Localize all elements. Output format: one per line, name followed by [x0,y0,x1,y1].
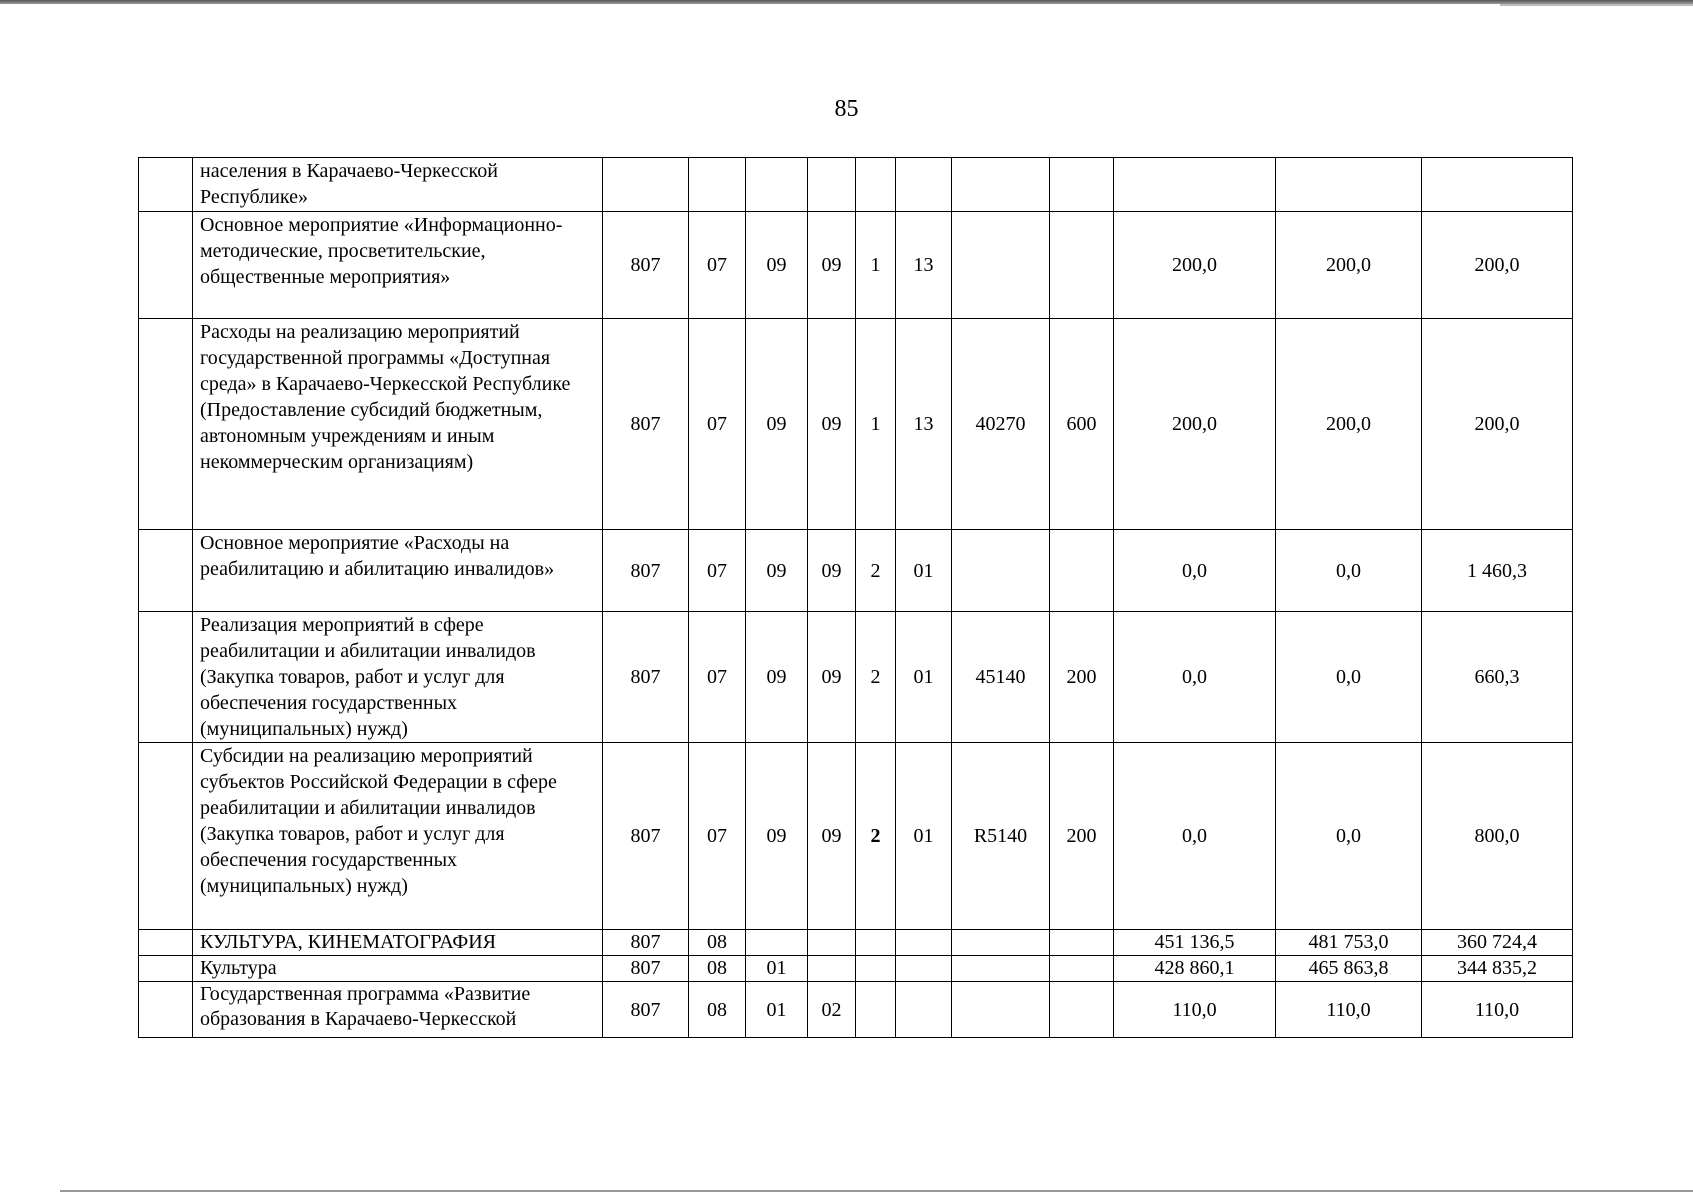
item-name-cell: Основное мероприятие «Расходы на реабилитацию и абилитацию инвалидов» [193,530,603,612]
table-row [139,956,1573,982]
target-program-cell [808,930,856,956]
target-event-cell: 01 [896,743,952,930]
budget-table [138,157,1573,1038]
target-program-cell [808,158,856,212]
target-subprogram-cell: 2 [856,612,896,743]
target-program-cell: 09 [808,212,856,319]
amount-year3-cell [1422,158,1573,212]
amount-year3-cell: 1 460,3 [1422,530,1573,612]
amount-year1-cell: 200,0 [1114,319,1276,530]
ved-cell: 807 [603,319,689,530]
row-number-cell [139,982,193,1038]
target-subprogram-cell: 1 [856,319,896,530]
ved-cell: 807 [603,212,689,319]
target-subprogram-cell: 2 [856,530,896,612]
target-direction-cell [952,158,1050,212]
table-row [139,930,1573,956]
subsection-cell: 01 [746,982,808,1038]
target-subprogram-cell [856,956,896,982]
amount-year3-cell: 360 724,4 [1422,930,1573,956]
target-subprogram-cell [856,158,896,212]
item-name-cell: Государственная программа «Развитие образования в Карачаево-Черкесской [193,982,603,1038]
row-number-cell [139,212,193,319]
expense-type-cell [1050,930,1114,956]
amount-year3-cell: 660,3 [1422,612,1573,743]
target-program-cell: 09 [808,612,856,743]
expense-type-cell: 600 [1050,319,1114,530]
item-name-cell: населения в Карачаево-Черкесской Республике» [193,158,603,212]
amount-year3-cell: 800,0 [1422,743,1573,930]
subsection-cell: 01 [746,956,808,982]
subsection-cell [746,158,808,212]
target-event-cell: 13 [896,319,952,530]
target-direction-cell [952,212,1050,319]
subsection-cell: 09 [746,530,808,612]
table-row [139,158,1573,212]
table-row [139,982,1573,1038]
amount-year3-cell: 110,0 [1422,982,1573,1038]
amount-year3-cell: 200,0 [1422,212,1573,319]
table-row [139,319,1573,530]
amount-year1-cell: 110,0 [1114,982,1276,1038]
section-cell [689,158,746,212]
amount-year3-cell: 200,0 [1422,319,1573,530]
expense-type-cell: 200 [1050,743,1114,930]
row-number-cell [139,530,193,612]
amount-year2-cell: 110,0 [1276,982,1422,1038]
target-subprogram-cell: 2 [856,743,896,930]
target-program-cell: 09 [808,743,856,930]
expense-type-cell [1050,530,1114,612]
ved-cell: 807 [603,930,689,956]
section-cell: 07 [689,212,746,319]
item-name-cell: Субсидии на реализацию мероприятий субъектов Российской Федерации в сфере реабилитации и абилитации инвалидов (Закупка товаров, работ и услуг для обеспечения государственных (муниципальных) нужд) [193,743,603,930]
amount-year1-cell: 0,0 [1114,530,1276,612]
subsection-cell: 09 [746,743,808,930]
row-number-cell [139,743,193,930]
target-direction-cell: 45140 [952,612,1050,743]
table-row [139,212,1573,319]
section-cell: 07 [689,319,746,530]
subsection-cell: 09 [746,319,808,530]
ved-cell: 807 [603,982,689,1038]
item-name-cell: Культура [193,956,603,982]
scan-edge-bottom [60,1190,1693,1192]
target-event-cell [896,982,952,1038]
item-name-cell: КУЛЬТУРА, КИНЕМАТОГРАФИЯ [193,930,603,956]
target-program-cell: 09 [808,319,856,530]
target-subprogram-cell [856,930,896,956]
expense-type-cell [1050,158,1114,212]
target-event-cell [896,158,952,212]
scan-edge-top-fade [1500,4,1693,6]
page-number: 85 [834,96,859,122]
target-direction-cell [952,956,1050,982]
target-event-cell: 01 [896,612,952,743]
item-name-cell: Расходы на реализацию мероприятий государственной программы «Доступная среда» в Карачаево-Черкесской Республике (Предоставление субсидий бюджетным, автономным учреждениям и иным некоммерческим организациям) [193,319,603,530]
section-cell: 08 [689,982,746,1038]
item-name-cell: Реализация мероприятий в сфере реабилитации и абилитации инвалидов (Закупка товаров, работ и услуг для обеспечения государственных (муниципальных) нужд) [193,612,603,743]
expense-type-cell [1050,212,1114,319]
target-direction-cell: R5140 [952,743,1050,930]
scan-edge-top [0,0,1693,4]
row-number-cell [139,956,193,982]
section-cell: 07 [689,743,746,930]
amount-year3-cell: 344 835,2 [1422,956,1573,982]
target-event-cell: 13 [896,212,952,319]
amount-year2-cell: 0,0 [1276,743,1422,930]
amount-year1-cell: 451 136,5 [1114,930,1276,956]
row-number-cell [139,930,193,956]
ved-cell: 807 [603,956,689,982]
target-subprogram-cell [856,982,896,1038]
section-cell: 07 [689,530,746,612]
target-event-cell [896,930,952,956]
table-row [139,530,1573,612]
row-number-cell [139,319,193,530]
target-direction-cell [952,530,1050,612]
target-direction-cell [952,982,1050,1038]
expense-type-cell [1050,982,1114,1038]
subsection-cell [746,930,808,956]
amount-year1-cell: 200,0 [1114,212,1276,319]
table-row [139,612,1573,743]
amount-year1-cell: 428 860,1 [1114,956,1276,982]
amount-year2-cell: 0,0 [1276,530,1422,612]
table-row [139,743,1573,930]
section-cell: 08 [689,930,746,956]
section-cell: 07 [689,612,746,743]
expense-type-cell: 200 [1050,612,1114,743]
target-direction-cell [952,930,1050,956]
ved-cell: 807 [603,530,689,612]
amount-year2-cell [1276,158,1422,212]
target-subprogram-cell: 1 [856,212,896,319]
amount-year2-cell: 200,0 [1276,212,1422,319]
amount-year2-cell: 465 863,8 [1276,956,1422,982]
subsection-cell: 09 [746,212,808,319]
subsection-cell: 09 [746,612,808,743]
amount-year1-cell: 0,0 [1114,612,1276,743]
ved-cell: 807 [603,612,689,743]
amount-year2-cell: 200,0 [1276,319,1422,530]
amount-year1-cell: 0,0 [1114,743,1276,930]
target-program-cell: 02 [808,982,856,1038]
section-cell: 08 [689,956,746,982]
expense-type-cell [1050,956,1114,982]
ved-cell: 807 [603,743,689,930]
amount-year2-cell: 481 753,0 [1276,930,1422,956]
amount-year1-cell [1114,158,1276,212]
target-event-cell [896,956,952,982]
ved-cell [603,158,689,212]
item-name-cell: Основное мероприятие «Информационно-методические, просветительские, общественные мероприятия» [193,212,603,319]
target-event-cell: 01 [896,530,952,612]
target-program-cell: 09 [808,530,856,612]
row-number-cell [139,612,193,743]
amount-year2-cell: 0,0 [1276,612,1422,743]
target-direction-cell: 40270 [952,319,1050,530]
row-number-cell [139,158,193,212]
target-program-cell [808,956,856,982]
